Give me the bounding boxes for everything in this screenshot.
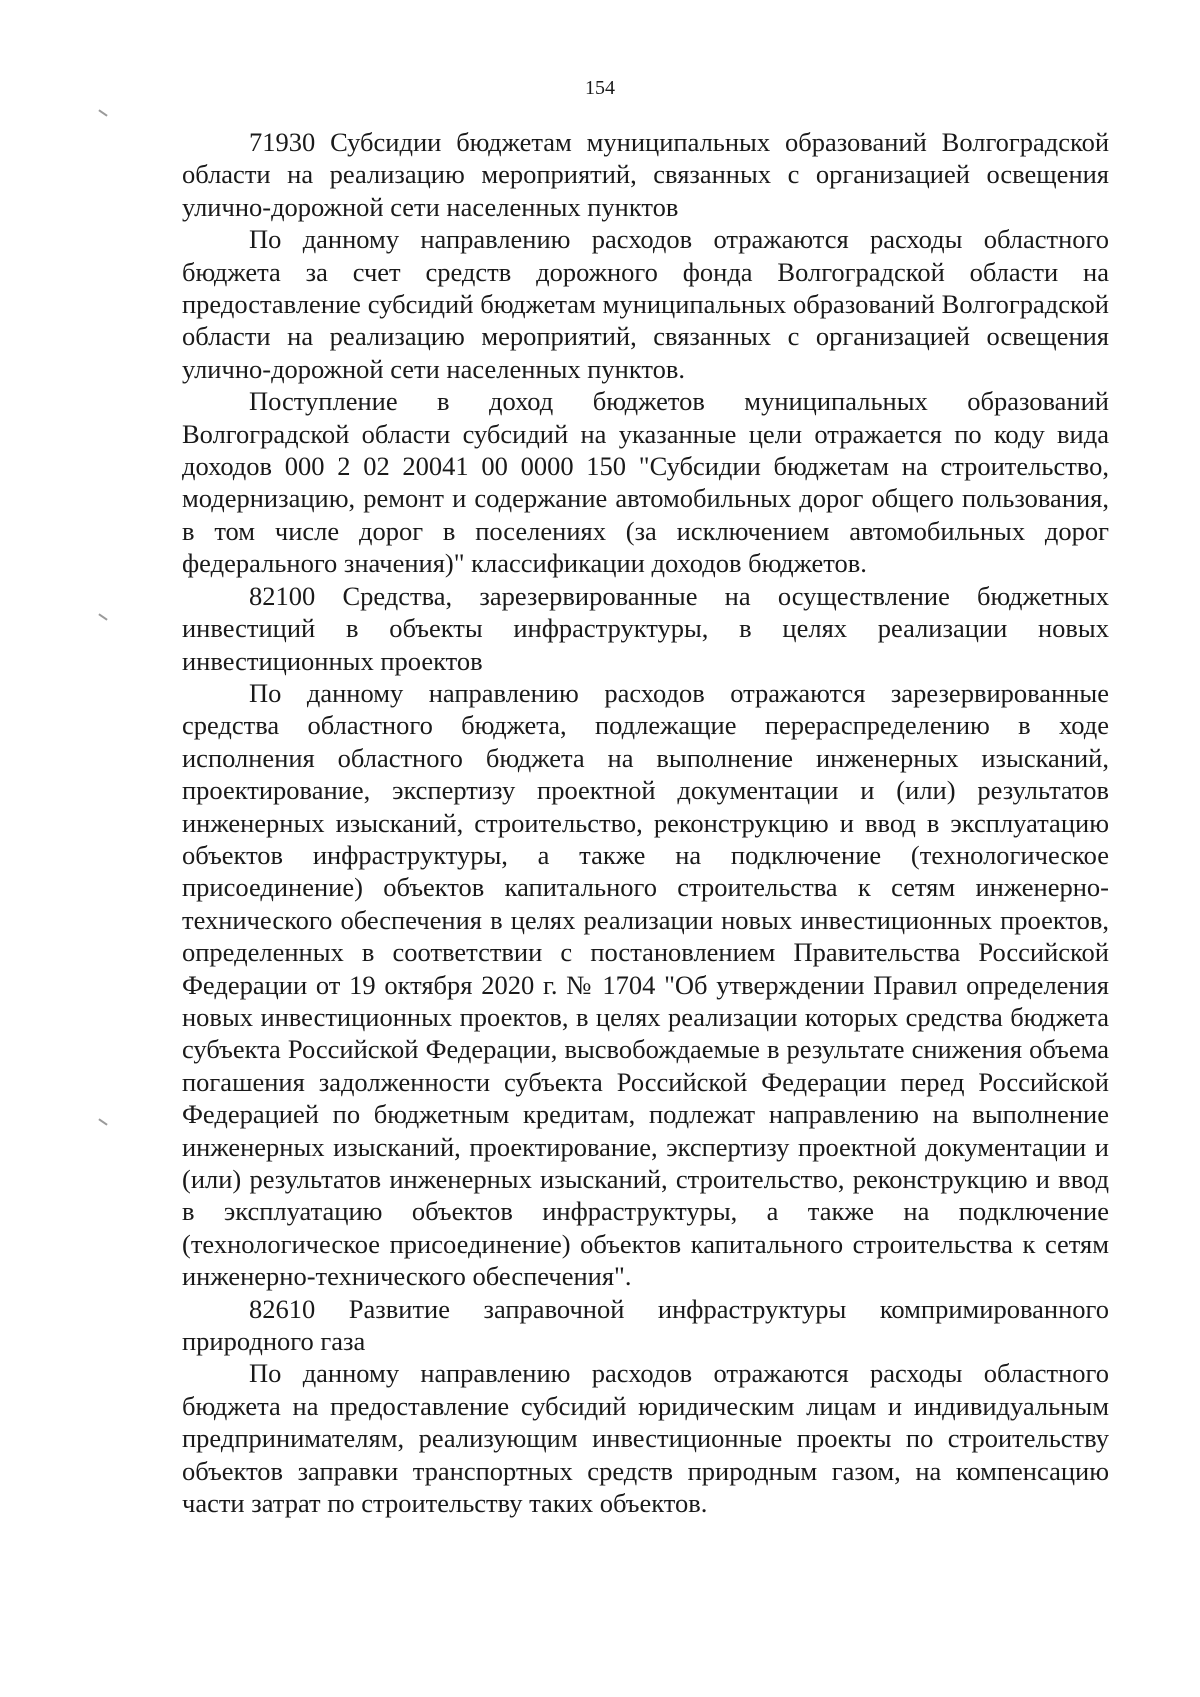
paragraph-82100-expenses: По данному направлению расходов отражаются зарезервированные средства областного бюджета, подлежащие перераспределению в ходе исполнения областного бюджета на выполнение инженерных изысканий, проектирование, экспертизу проектной документации и (или) результатов инженерных изысканий, строительство, реконструкцию и ввод в эксплуатацию объектов инфраструктуры, а также на подключение (технологическое присоединение) объектов капитального строительства к сетям инженерно-технического обеспечения в целях реализации новых инвестиционных проектов, определенных в соответствии с постановлением Правительства Российской Федерации от 19 октября 2020 г. № 1704 "Об утверждении Правил определения новых инвестиционных проектов, в целях реализации которых средства бюджета субъекта Российской Федерации, высвобождаемые в результате снижения объема погашения задолженности субъекта Российской Федерации перед Российской Федерацией по бюджетным кредитам, подлежат направлению на выполнение инженерных изысканий, проектирование, экспертизу проектной документации и (или) результатов инженерных изысканий, строительство, реконструкцию и ввод в эксплуатацию объектов инфраструктуры, а также на подключение (технологическое присоединение) объектов капитального строительства к сетям инженерно-технического обеспечения". <box>182 677 1109 1292</box>
section-heading-82610: 82610 Развитие заправочной инфраструктуры компримированного природного газа <box>182 1293 1109 1357</box>
page-number: 154 <box>585 77 615 99</box>
paragraph-71930-expenses: По данному направлению расходов отражаются расходы областного бюджета за счет средств дорожного фонда Волгоградской области на предоставление субсидий бюджетам муниципальных образований Волгоградской области на реализацию мероприятий, связанных с организацией освещения улично-дорожной сети населенных пунктов. <box>182 224 1109 384</box>
punch-hole-mark-bottom <box>98 1118 107 1125</box>
punch-hole-mark-middle <box>98 613 107 620</box>
punch-hole-mark-top <box>98 109 107 116</box>
section-heading-82100: 82100 Средства, зарезервированные на осуществление бюджетных инвестиций в объекты инфраструктуры, в целях реализации новых инвестиционных проектов <box>182 580 1109 676</box>
paragraph-71930-revenue: Поступление в доход бюджетов муниципальных образований Волгоградской области субсидий на указанные цели отражается по коду вида доходов 000 2 02 20041 00 0000 150 "Субсидии бюджетам на строительство, модернизацию, ремонт и содержание автомобильных дорог общего пользования, в том числе дорог в поселениях (за исключением автомобильных дорог федерального значения)" классификации доходов бюджетов. <box>182 386 1109 579</box>
document-body <box>182 126 1109 1519</box>
section-heading-71930: 71930 Субсидии бюджетам муниципальных образований Волгоградской области на реализацию мероприятий, связанных с организацией освещения улично-дорожной сети населенных пунктов <box>182 127 1109 222</box>
paragraph-82610-expenses: По данному направлению расходов отражаются расходы областного бюджета на предоставление субсидий юридическим лицам и индивидуальным предпринимателям, реализующим инвестиционные проекты по строительству объектов заправки транспортных средств природным газом, на компенсацию части затрат по строительству таких объектов. <box>182 1358 1109 1519</box>
